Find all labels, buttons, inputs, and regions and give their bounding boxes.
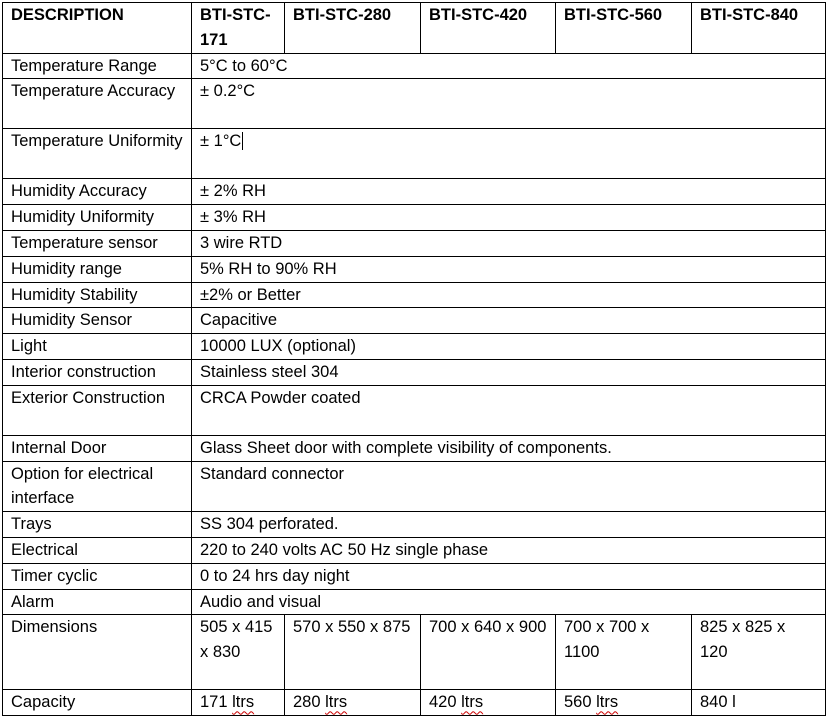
- row-label: Light: [3, 334, 192, 360]
- capacity-unit-spellcheck[interactable]: ltrs: [232, 693, 255, 712]
- header-model-840: BTI-STC-840: [692, 3, 826, 54]
- capacity-number: 280: [293, 693, 321, 712]
- table-row: [3, 334, 826, 360]
- table-row: [3, 205, 826, 231]
- row-label: Temperature Range: [3, 53, 192, 79]
- row-label: Humidity Uniformity: [3, 205, 192, 231]
- row-label: Alarm: [3, 589, 192, 615]
- dimension-420: 700 x 640 x 900: [421, 615, 556, 690]
- row-label: Humidity Stability: [3, 282, 192, 308]
- row-label: Humidity Accuracy: [3, 179, 192, 205]
- row-label: Temperature sensor: [3, 230, 192, 256]
- row-value: Glass Sheet door with complete visibility of components.: [192, 435, 826, 461]
- capacity-number: 560: [564, 693, 592, 712]
- row-label: Interior construction: [3, 359, 192, 385]
- row-label: Timer cyclic: [3, 563, 192, 589]
- row-label: Trays: [3, 512, 192, 538]
- row-value: 0 to 24 hrs day night: [192, 563, 826, 589]
- dimensions-row: [3, 615, 826, 690]
- table-row: [3, 589, 826, 615]
- table-row: [3, 282, 826, 308]
- row-value: ±2% or Better: [192, 282, 826, 308]
- header-model-560: BTI-STC-560: [556, 3, 692, 54]
- header-model-280: BTI-STC-280: [285, 3, 421, 54]
- table-row: [3, 256, 826, 282]
- row-value: 5% RH to 90% RH: [192, 256, 826, 282]
- table-row: [3, 179, 826, 205]
- row-value: SS 304 perforated.: [192, 512, 826, 538]
- row-label: Temperature Accuracy: [3, 79, 192, 129]
- capacity-unit-spellcheck[interactable]: ltrs: [461, 693, 484, 712]
- dimension-280: 570 x 550 x 875: [285, 615, 421, 690]
- table-row: [3, 53, 826, 79]
- table-row: [3, 461, 826, 512]
- table-row: [3, 537, 826, 563]
- capacity-840: [692, 690, 826, 716]
- row-label: Temperature Uniformity: [3, 129, 192, 179]
- row-value: Audio and visual: [192, 589, 826, 615]
- table-row: [3, 230, 826, 256]
- specifications-table: [2, 2, 826, 716]
- row-value: CRCA Powder coated: [192, 385, 826, 435]
- row-value: Stainless steel 304: [192, 359, 826, 385]
- row-value: Standard connector: [192, 461, 826, 512]
- capacity-unit-spellcheck[interactable]: ltrs: [325, 693, 348, 712]
- row-value: 3 wire RTD: [192, 230, 826, 256]
- row-value: ± 3% RH: [192, 205, 826, 231]
- capacity-unit-spellcheck[interactable]: ltrs: [596, 693, 619, 712]
- row-label: Electrical: [3, 537, 192, 563]
- header-model-420: BTI-STC-420: [421, 3, 556, 54]
- dimension-560: 700 x 700 x 1100: [556, 615, 692, 690]
- table-row: [3, 359, 826, 385]
- table-row: [3, 79, 826, 129]
- row-value: 5°C to 60°C: [192, 53, 826, 79]
- capacity-unit: l: [732, 693, 736, 712]
- header-row: [3, 3, 826, 54]
- table-row: [3, 129, 826, 179]
- capacity-number: 840: [700, 693, 728, 712]
- table-row: [3, 512, 826, 538]
- dimensions-label: Dimensions: [3, 615, 192, 690]
- row-value: ± 2% RH: [192, 179, 826, 205]
- header-description: DESCRIPTION: [3, 3, 192, 54]
- capacity-number: 171: [200, 693, 228, 712]
- dimension-171: 505 x 415 x 830: [192, 615, 285, 690]
- row-value: Capacitive: [192, 308, 826, 334]
- capacity-number: 420: [429, 693, 457, 712]
- row-label: Humidity Sensor: [3, 308, 192, 334]
- capacity-row: [3, 690, 826, 716]
- table-row: [3, 308, 826, 334]
- row-value: 10000 LUX (optional): [192, 334, 826, 360]
- row-label: Exterior Construction: [3, 385, 192, 435]
- table-row: [3, 563, 826, 589]
- text-cursor[interactable]: ± 1°C: [200, 132, 242, 151]
- header-model-171: BTI-STC-171: [192, 3, 285, 54]
- row-value[interactable]: [192, 129, 826, 179]
- row-value: 220 to 240 volts AC 50 Hz single phase: [192, 537, 826, 563]
- capacity-560: [556, 690, 692, 716]
- capacity-171: [192, 690, 285, 716]
- capacity-280: [285, 690, 421, 716]
- table-row: [3, 385, 826, 435]
- table-row: [3, 435, 826, 461]
- row-label: Humidity range: [3, 256, 192, 282]
- capacity-label: Capacity: [3, 690, 192, 716]
- row-value: ± 0.2°C: [192, 79, 826, 129]
- capacity-420: [421, 690, 556, 716]
- row-label: Internal Door: [3, 435, 192, 461]
- dimension-840: 825 x 825 x 120: [692, 615, 826, 690]
- row-label: Option for electrical interface: [3, 461, 192, 512]
